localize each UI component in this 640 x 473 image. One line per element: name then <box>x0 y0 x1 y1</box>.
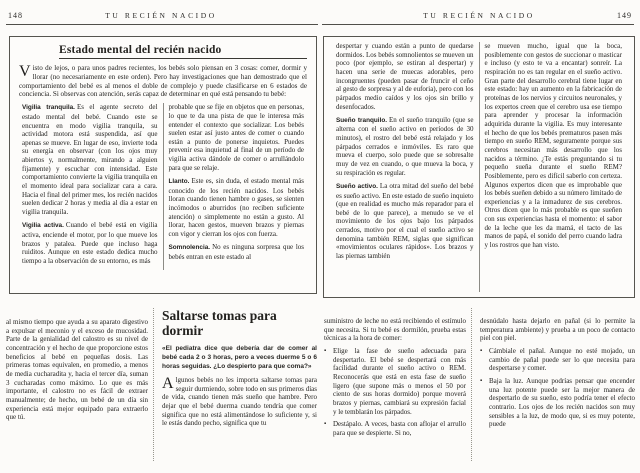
box-header <box>59 44 307 59</box>
paragraph-lead: Vigilia activa. <box>22 222 64 230</box>
qa-heading: Saltarse tomas para dormir <box>162 308 277 338</box>
bottom-column-1 <box>6 308 153 461</box>
page-number-left: 148 <box>8 11 23 20</box>
mental-state-box-right <box>323 36 635 298</box>
bullet-item <box>480 347 635 373</box>
running-title-left: TU RECIÉN NACIDO <box>105 11 217 20</box>
bullet-marker-icon: ▪ <box>324 421 327 428</box>
paragraph-text: La otra mitad del sueño del bebé es sueño activo. En este estado de sueño inquieto (que en realidad es mucho más reparador para el bebé de lo que parece), a menudo se ve el movimiento de los ojos bajo los párpados cerrados, motivo por el cual el sueño activo se denomina también REM, siglas que significan «movimientos oculares rápidos». Los brazos y las piernas también <box>336 181 474 261</box>
paragraph-lead: Sueño tranquilo. <box>336 116 388 124</box>
box-column-2 <box>164 103 310 270</box>
mental-state-box-left <box>9 36 317 294</box>
paragraph-lead: Llanto. <box>168 177 190 185</box>
header-rule-right <box>322 24 634 25</box>
box-paragraph <box>336 116 474 178</box>
bottom-section-right <box>324 308 635 461</box>
bullet-text: Cámbiale el pañal. Aunque no esté mojado, un cambio de pañal puede ser lo que necesita para despertarse y comer. <box>489 346 635 373</box>
paragraph-text: se mueven mucho, igual que la boca, posiblemente con gestos de succionar o masticar e incluso (y esto te va a encantar) sonreír. La respiración no es tan regular en el sueño activo. Gran parte del desarrollo cerebral tiene lugar en este estado: hay un aumento en la fabricación de proteínas de los nervios y circuitos neuronales, y los expertos creen que el cerebro usa ese tiempo para aprender y procesar la información adquirida durante la vigilia. Es muy interesante el hecho de que los bebés prematuros pasen más tiempo en sueño REM, seguramente porque sus cerebros necesitan más desarrollo que los nacidos a término. ¿Te estás preguntando si tu pequeño sueña durante el sueño REM? Posiblemente, pero es difícil saberlo con certeza. Algunos expertos dicen que es improbable que los bebés sueñen debido a su número limitado de experiencias y a la inmadurez de sus cerebros. Otros dicen que lo más probable es que sueñen con sus experiencias hasta el momento: el sabor de la leche que les da mamá, el tacto de las manos de papá, el sonido del perro cuando ladra y los rostros que han visto. <box>484 42 622 250</box>
body-paragraph: suministro de leche no está recibiendo el estímulo que necesita. Si tu bebé es dormilón, prueba estas técnicas a la hora de comer: <box>324 317 466 343</box>
bullet-text: Baja la luz. Aunque podrías pensar que encender una luz potente puede ser la mejor manera de despertarlo de su sueño, esto podría tener el efecto contrario. Los ojos de los recién nacidos son muy sensibles a la luz, de modo que, si es muy potente, puede <box>489 376 635 429</box>
drop-cap: V <box>19 63 31 80</box>
box-title: Estado mental del recién nacido <box>59 44 222 56</box>
page-right <box>320 0 640 473</box>
paragraph-text: despertar y cuando están a punto de quedarse dormidos. Los bebés somnolientos se mueven un poco (por ejemplo, se estiran al despertar) y hacen una serie de muecas adorables, pero incongruentes (pueden pasar de fruncir el ceño al gesto de sorpresa y al de euforia), pero con los párpados medio caídos y los ojos sin brillo y desenfocados. <box>336 42 474 111</box>
bullet-marker-icon: ▪ <box>324 347 327 354</box>
box-columns-left <box>17 103 309 270</box>
box-columns-right <box>331 42 627 292</box>
paragraph-text: probable que se fije en objetos que en personas, lo que te da una pista de que le interesa más entender el contexto que socializar. Los bebés suelen estar así justo antes de comer o cuando están a punto de ponerse inquietos. Puedes prevenir esa inquietud al final de un período de vigilia activa dándole de comer o arrullándolo para que se relaje. <box>168 103 304 172</box>
qa-question: «El pediatra dice que debería dar de comer al bebé cada 2 o 3 horas, pero a veces duerme 5 o 6 horas seguidas. ¿Lo despierto para que coma?» <box>162 345 317 370</box>
paragraph-text: Es el agente secreto del estado mental del bebé. Cuando este se encuentra en modo vigilia tranquila, su actividad motora está suspendida, así que apenas se mueve. En lugar de eso, invierte toda su energía en observar (con los ojos muy abiertos y, normalmente, mirando a alguien fijamente) y escuchar con intensidad. Este comportamiento convierte la vigilia tranquila en el momento ideal para socializar cara a cara. Hacia el final del primer mes, los recién nacidos suelen dedicar 2 horas y media al día a estar en vigilia tranquila. <box>22 103 158 217</box>
header-rule-left <box>6 24 318 25</box>
box-paragraph <box>336 182 474 261</box>
box-column-4 <box>480 42 628 292</box>
paragraph-text: No es ninguna sorpresa que los bebés entran en este estado al <box>168 243 304 261</box>
box-paragraph <box>22 103 158 217</box>
box-title-rule <box>59 58 307 59</box>
bottom-section-left <box>6 308 317 461</box>
paragraph-text: Este es, sin duda, el estado mental más conocido de los recién nacidos. Los bebés lloran cuando tienen hambre o gases, se sienten incómodos o aburridos (no reciben suficiente atención) o simplemente no están a gusto. Al llorar, hacen gestos, mueven brazos y piernas con vigor y cierran los ojos con fuerza. <box>168 176 304 238</box>
running-title-right: TU RECIÉN NACIDO <box>423 11 535 20</box>
bottom-column-4 <box>472 308 635 461</box>
box-paragraph <box>485 42 623 250</box>
running-header-right <box>324 11 634 23</box>
body-paragraph: desnúdalo hasta dejarlo en pañal (si lo permite la temperatura ambiente) y prueba a un poco de contacto piel con piel. <box>480 317 635 343</box>
qa-answer-text: lgunos bebés no les importa saltarse tomas para seguir durmiendo, sobre todo en sus primeros días de vida, cuando tienen más sueño que hambre. Pero dejar que el bebé duerma cuando tendría que comer significa que no está alimentándose lo suficiente y, si le estás dando pecho, significa que tu <box>162 376 317 428</box>
box-paragraph <box>22 221 158 265</box>
box-column-1 <box>17 103 163 270</box>
paragraph-lead: Sueño activo. <box>336 182 378 190</box>
bullet-item <box>480 377 635 429</box>
page-number-right: 149 <box>617 11 632 20</box>
bullet-text: Elige la fase de sueño adecuada para despertarlo. El bebé se despertará con más facilidad durante el sueño activo o REM. Reconocerás que está en esta fase de sueño ligero (que supone más o menos el 50 por ciento de sus horas dormido) porque moverá brazos y piernas, cambiará su expresión facial y le temblarán los párpados. <box>333 346 466 416</box>
box-paragraph <box>169 177 305 239</box>
body-paragraph: al mismo tiempo que ayuda a su aparato digestivo a expulsar el meconio y el exceso de mucosidad. Parte de la genialidad del calostro es su nivel de concentración y el hecho de que proporcione estos beneficios al bebé en pequeñas dosis. Las primeras tomas equivalen, en promedio, a menos de media cucharadita y, hacia el tercer día, suman 3 cucharadas como máximo. Lo que es más importante, el calostro no es fácil de extraer manualmente; de hecho, un bebé de un día sin experiencia está mejor equipado para extraerlo que tú. <box>6 318 148 422</box>
bullet-item <box>324 420 466 437</box>
drop-cap: A <box>162 375 174 392</box>
paragraph-text: Cuando el bebé está en vigilia activa, enciende el motor, por lo que mueve los brazos y patalea. Puede que incluso haga ruiditos. Aunque en este estado dedica mucho tiempo a la observación de su entorno, es más <box>22 221 158 265</box>
bullet-item <box>324 347 466 416</box>
bottom-column-3 <box>324 308 471 461</box>
bottom-column-2 <box>154 308 317 461</box>
box-intro-text: isto de lejos, o para unos padres recientes, los bebés solo piensan en 3 cosas: comer, dormir y llorar (no necesariamente en este orden). Pero hay investigaciones que han demostrado que el comportamiento del bebé es al menos el doble de complejo y puede clasificarse en 6 estados de conciencia. Si observas con atención, serás capaz de determinar en qué está pensando tu bebé: <box>19 64 307 99</box>
paragraph-lead: Somnolencia. <box>168 244 211 252</box>
bullet-marker-icon: ▪ <box>480 347 483 354</box>
qa-answer <box>162 376 317 428</box>
bullet-marker-icon: ▪ <box>480 377 483 384</box>
box-paragraph <box>169 243 305 261</box>
box-column-3 <box>331 42 479 292</box>
running-header-left <box>6 11 316 23</box>
bullet-text: Destápalo. A veces, basta con aflojar el arrullo para que se despierte. Si no, <box>333 420 466 437</box>
paragraph-text: En el sueño tranquilo (que se alterna con el sueño activo en períodos de 30 minutos), el rostro del bebé está relajado y los párpados cerrados e inmóviles. Es raro que mueva el cuerpo, solo puede que se sobresalte muy de vez en cuando, o que mueva la boca, y su respiración es regular. <box>336 115 474 177</box>
box-intro <box>19 64 307 99</box>
box-paragraph <box>169 103 305 172</box>
paragraph-lead: Vigilia tranquila. <box>22 104 75 112</box>
box-paragraph <box>336 42 474 111</box>
